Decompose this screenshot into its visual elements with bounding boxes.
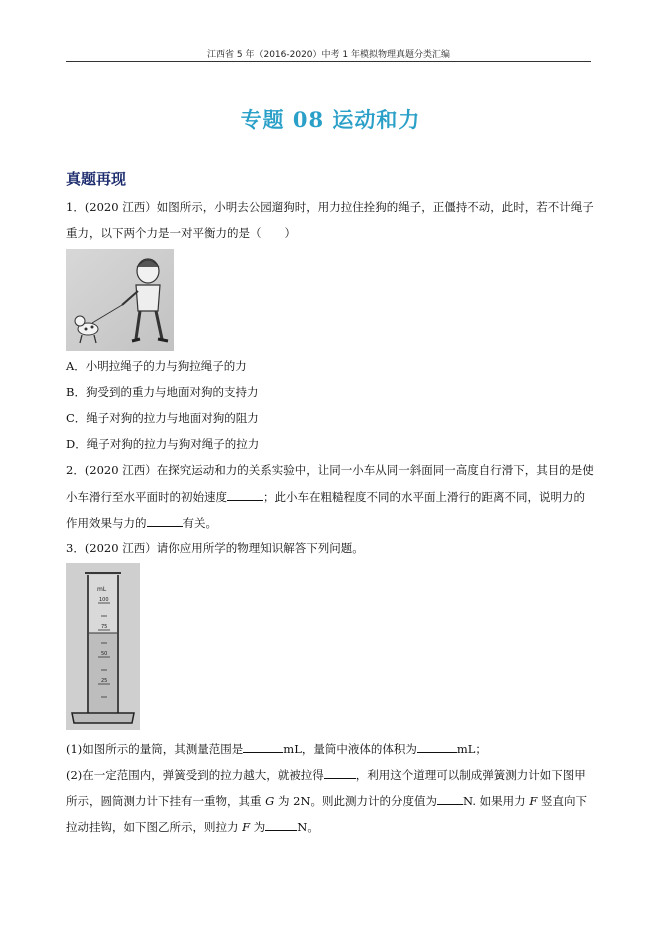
q3-blank-range: [243, 740, 283, 753]
q2-line1: 2．(2020 江西）在探究运动和力的关系实验中，让同一小车从同一斜面同一高度自行滑下，其目的是使: [66, 463, 594, 477]
q1-option-a: A．小明拉绳子的力与狗拉绳子的力: [66, 359, 247, 373]
cylinder-tick-50: 50: [101, 651, 108, 657]
q2-line3: [66, 514, 217, 531]
q3-sub1-text-c: mL；: [456, 742, 487, 756]
page-header: 江西省 5 年（2016-2020）中考 1 年模拟物理真题分类汇编: [207, 50, 450, 60]
q3-symbol-f2: F: [242, 820, 251, 834]
q3-sub2-text-a: (2)在一定范围内，弹簧受到的拉力越大，就被拉得: [66, 768, 324, 782]
q3-figure-measuring-cylinder: [66, 563, 140, 730]
q3-sub2-text-e: N. 如果用力: [463, 794, 526, 808]
q3-symbol-f: F: [529, 794, 538, 808]
q3-blank-volume: [417, 740, 457, 753]
q3-blank-division: [437, 792, 463, 805]
q3-sub2-text-b: ，利用这个道理可以制成弹簧测力计如下图甲: [355, 768, 586, 782]
q2-text-d: 有关。: [182, 516, 217, 530]
q2-line2: [66, 488, 585, 505]
q2-text-b: ；此小车在粗糙程度不同的水平面上滑行的距离不同，说明力的: [263, 490, 585, 504]
q3-sub2-text-h: 为: [253, 820, 266, 834]
header-rule: [66, 61, 591, 62]
q3-sub2-text-g: 拉动挂钩，如下图乙所示，则拉力: [66, 820, 239, 834]
q3-sub1-text-b: mL，量筒中液体的体积为: [283, 742, 417, 756]
q3-symbol-g: G: [265, 794, 275, 808]
q3-sub2-text-f: 竖直向下: [540, 794, 587, 808]
q3-sub2-line3: [66, 818, 319, 835]
q2-text-a: 小车滑行至水平面时的初始速度: [66, 490, 227, 504]
q3-sub2-text-i: N。: [297, 820, 319, 834]
q3-sub2-line1: [66, 766, 586, 783]
q3-sub2-line2: [66, 792, 587, 809]
q3-sub2-text-d: 为 2N。则此测力计的分度值为: [278, 794, 438, 808]
cylinder-tick-75: 75: [101, 624, 108, 630]
cylinder-tick-25: 25: [101, 678, 108, 684]
cylinder-tick-100: 100: [99, 597, 109, 603]
q1-option-d: D．绳子对狗的拉力与狗对绳子的拉力: [66, 437, 260, 451]
q3-sub1-text-a: (1)如图所示的量筒，其测量范围是: [66, 742, 244, 756]
q3-blank-longer: [324, 766, 356, 779]
q1-option-b: B．狗受到的重力与地面对狗的支持力: [66, 385, 259, 399]
q3-blank-force: [265, 818, 297, 831]
q2-blank-1: [227, 488, 263, 501]
q1-option-c: C．绳子对狗的拉力与地面对狗的阻力: [66, 411, 259, 425]
q3-sub2-text-c: 所示，圆筒测力计下挂有一重物，其重: [66, 794, 262, 808]
q1-line2: 重力，以下两个力是一对平衡力的是（ ）: [66, 226, 296, 240]
q1-line1: 1．(2020 江西）如图所示，小明去公园遛狗时，用力拉住拴狗的绳子，正僵持不动，此时，若不计绳子: [66, 200, 594, 214]
cylinder-unit-label: mL: [97, 586, 107, 593]
section-heading: 真题再现: [66, 170, 127, 188]
q2-blank-2: [147, 514, 183, 527]
q3-sub1: [66, 740, 487, 757]
q1-figure-boy-walking-dog: [66, 249, 174, 351]
q3-line1: 3．(2020 江西）请你应用所学的物理知识解答下列问题。: [66, 541, 364, 555]
page-title: 专题 08 运动和力: [240, 107, 421, 132]
q2-text-c: 作用效果与力的: [66, 516, 147, 530]
